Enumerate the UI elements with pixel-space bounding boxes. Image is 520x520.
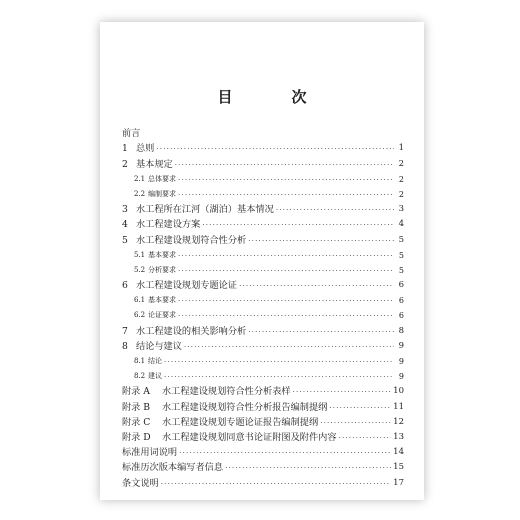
toc-leader-dots bbox=[339, 433, 392, 444]
toc-entry-label: 水工程建设规划符合性分析报告编制提纲 bbox=[162, 401, 328, 413]
toc-entry-label: 条文说明 bbox=[122, 477, 159, 489]
toc-entry-label: 标准历次版本编写者信息 bbox=[122, 462, 224, 474]
toc-entry-page: 2 bbox=[398, 189, 404, 199]
toc-entry-page: 9 bbox=[398, 340, 404, 351]
toc-entry-label: 前言 bbox=[122, 128, 141, 140]
toc-entry[interactable] bbox=[122, 292, 404, 307]
toc-entry[interactable] bbox=[122, 383, 404, 398]
toc-entry-label: 编制要求 bbox=[148, 189, 176, 198]
toc-entry[interactable] bbox=[122, 322, 404, 337]
toc-leader-dots bbox=[164, 357, 394, 368]
toc-entry-label: 标准用词说明 bbox=[122, 447, 178, 459]
toc-entry-number: 附录 D bbox=[122, 431, 151, 443]
toc-entry-number: 4 bbox=[122, 219, 128, 231]
toc-entry[interactable] bbox=[122, 307, 404, 322]
toc-leader-dots bbox=[178, 266, 394, 277]
toc-entry[interactable] bbox=[122, 140, 404, 155]
toc-entry-label: 建议 bbox=[148, 372, 162, 381]
toc-entry-number: 附录 B bbox=[122, 401, 151, 413]
toc-entry-number: 附录 C bbox=[122, 416, 151, 428]
toc-entry-number: 8 bbox=[122, 340, 128, 352]
toc-entry-page: 15 bbox=[393, 462, 404, 473]
toc-entry-page: 3 bbox=[398, 204, 404, 215]
toc-entry[interactable] bbox=[122, 414, 404, 429]
toc-entry-page: 11 bbox=[393, 401, 404, 412]
toc-entry[interactable] bbox=[122, 338, 404, 353]
toc-leader-dots bbox=[225, 463, 391, 474]
toc-leader-dots bbox=[161, 479, 391, 490]
toc-leader-dots bbox=[248, 236, 394, 247]
toc-leader-dots bbox=[320, 418, 391, 429]
toc-entry-number: 6 bbox=[122, 280, 128, 292]
toc-leader-dots bbox=[178, 190, 394, 201]
toc-entry-page: 6 bbox=[398, 280, 404, 291]
toc-entry-number: 7 bbox=[122, 325, 128, 337]
toc-entry-label: 水工程所在江河（湖泊）基本情况 bbox=[136, 204, 274, 216]
toc-entry-page: 5 bbox=[398, 234, 404, 245]
toc-entry-label: 结论与建议 bbox=[136, 340, 182, 352]
toc-leader-dots bbox=[276, 205, 394, 216]
toc-entry-page: 4 bbox=[398, 219, 404, 230]
toc-entry-label: 基本要求 bbox=[148, 250, 176, 259]
toc-entry[interactable] bbox=[122, 171, 404, 186]
toc-entry-number: 1 bbox=[122, 143, 128, 155]
toc-entry[interactable] bbox=[122, 277, 404, 292]
toc-entry-label: 水工程建设规划专题论证 bbox=[136, 280, 238, 292]
toc-entry-number: 2.2 bbox=[134, 189, 146, 198]
toc-entry[interactable] bbox=[122, 247, 404, 262]
toc-entry-page: 5 bbox=[398, 250, 404, 260]
toc-leader-dots bbox=[184, 342, 394, 353]
toc-entry-number: 5 bbox=[122, 234, 128, 246]
toc-entry[interactable] bbox=[122, 398, 404, 413]
toc-entry-page: 17 bbox=[393, 477, 404, 488]
document-page bbox=[100, 22, 424, 500]
toc-entry[interactable] bbox=[122, 231, 404, 246]
toc-entry-page: 12 bbox=[393, 416, 404, 427]
toc-entry-page: 9 bbox=[398, 357, 404, 366]
toc-entry-page: 9 bbox=[398, 372, 404, 382]
toc-entry-number: 6.1 bbox=[134, 296, 146, 305]
toc-leader-dots bbox=[164, 372, 394, 383]
toc-entry-page: 1 bbox=[398, 143, 404, 154]
toc-entry[interactable] bbox=[122, 353, 404, 368]
toc-entry-page: 6 bbox=[398, 311, 404, 321]
toc-leader-dots bbox=[178, 175, 394, 186]
toc-entry[interactable] bbox=[122, 459, 404, 474]
toc-entry-label: 水工程建设的相关影响分析 bbox=[136, 325, 247, 337]
toc-leader-dots bbox=[329, 403, 391, 414]
toc-entry-number: 2.1 bbox=[134, 174, 146, 183]
toc-leader-dots bbox=[202, 220, 394, 231]
table-of-contents bbox=[122, 125, 404, 490]
toc-leader-dots bbox=[175, 160, 394, 171]
toc-entry-label: 论证要求 bbox=[148, 311, 176, 320]
toc-entry-label: 总体要求 bbox=[148, 174, 176, 183]
toc-entry-page: 10 bbox=[393, 386, 404, 397]
toc-entry[interactable] bbox=[122, 368, 404, 383]
toc-entry-page: 14 bbox=[393, 447, 404, 458]
toc-entry-page: 13 bbox=[393, 431, 404, 442]
toc-entry-page: 6 bbox=[398, 296, 404, 306]
toc-entry-label: 水工程建设规划符合性分析 bbox=[136, 234, 247, 246]
toc-leader-dots bbox=[178, 311, 394, 322]
toc-entry-number: 5.2 bbox=[134, 265, 146, 274]
toc-leader-dots bbox=[293, 387, 392, 398]
toc-entry[interactable] bbox=[122, 262, 404, 277]
toc-leader-dots bbox=[178, 296, 394, 307]
toc-entry[interactable] bbox=[122, 201, 404, 216]
toc-entry[interactable] bbox=[122, 216, 404, 231]
toc-entry-label: 水工程建设规划专题论证报告编制提纲 bbox=[162, 416, 319, 428]
toc-entry-label: 基本规定 bbox=[136, 158, 173, 170]
toc-entry-page: 8 bbox=[398, 325, 404, 336]
toc-entry-number: 5.1 bbox=[134, 250, 146, 259]
toc-entry-label: 水工程建设规划同意书论证附图及附件内容 bbox=[162, 431, 337, 443]
toc-entry-label: 分析要求 bbox=[148, 265, 176, 274]
toc-entry[interactable] bbox=[122, 474, 404, 489]
toc-leader-dots bbox=[248, 327, 394, 338]
toc-entry-number: 附录 A bbox=[122, 386, 150, 398]
toc-entry-page: 2 bbox=[398, 158, 404, 169]
toc-entry-label: 基本要求 bbox=[148, 296, 176, 305]
toc-entry-number: 3 bbox=[122, 204, 128, 216]
toc-leader-dots bbox=[178, 251, 394, 262]
toc-entry[interactable] bbox=[122, 125, 404, 140]
toc-entry[interactable] bbox=[122, 186, 404, 201]
toc-entry[interactable] bbox=[122, 155, 404, 170]
toc-entry-number: 6.2 bbox=[134, 311, 146, 320]
toc-entry-label: 结论 bbox=[148, 357, 162, 365]
toc-entry[interactable] bbox=[122, 429, 404, 444]
toc-entry-page: 5 bbox=[398, 265, 404, 275]
toc-leader-dots bbox=[156, 144, 394, 155]
toc-entry[interactable] bbox=[122, 444, 404, 459]
toc-entry-label: 水工程建设方案 bbox=[136, 219, 201, 231]
toc-entry-label: 总则 bbox=[136, 143, 155, 155]
page-title: 目 次 bbox=[217, 88, 329, 106]
toc-entry-number: 2 bbox=[122, 158, 128, 170]
toc-leader-dots bbox=[179, 448, 391, 459]
toc-entry-page: 2 bbox=[398, 174, 404, 184]
toc-entry-number: 8.2 bbox=[134, 372, 146, 381]
toc-leader-dots bbox=[239, 281, 394, 292]
toc-entry-label: 水工程建设规划符合性分析表样 bbox=[162, 386, 291, 398]
toc-entry-number: 8.1 bbox=[134, 357, 146, 365]
